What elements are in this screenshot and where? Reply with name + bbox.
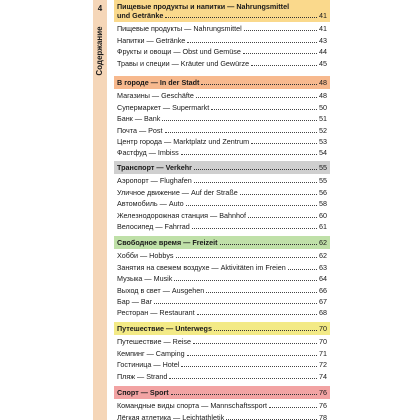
leader-dots <box>169 378 317 379</box>
entry-page: 61 <box>319 221 327 231</box>
toc-entry[interactable] <box>114 399 330 410</box>
entry-page: 50 <box>319 102 327 112</box>
toc-entry[interactable] <box>114 249 330 260</box>
side-tab <box>93 0 107 420</box>
leader-dots <box>269 407 317 408</box>
entry-title: Командные виды спорта — Mannschaftssport <box>117 401 268 411</box>
toc-entry[interactable] <box>114 260 330 271</box>
entry-title: Занятия на свежем воздухе — Aktivitäten im Freien <box>117 262 286 272</box>
entry-title: Центр города — Marktplatz und Zentrum <box>117 136 250 146</box>
entry-page: 71 <box>319 348 327 358</box>
entry-page: 76 <box>319 401 327 411</box>
entry-page: 72 <box>319 360 327 370</box>
section-header[interactable] <box>114 322 330 335</box>
toc-entry[interactable] <box>114 56 330 67</box>
section-header[interactable] <box>114 386 330 399</box>
section-city <box>114 76 330 157</box>
toc-entry[interactable] <box>114 295 330 306</box>
entry-page: 41 <box>319 24 327 34</box>
toc-entry[interactable] <box>114 45 330 56</box>
entry-page: 44 <box>319 47 327 57</box>
toc-entry[interactable] <box>114 185 330 196</box>
toc-entry[interactable] <box>114 123 330 134</box>
entry-page: 67 <box>319 296 327 306</box>
toc-entry[interactable] <box>114 135 330 146</box>
section-header[interactable] <box>114 161 330 174</box>
leader-dots <box>197 314 317 315</box>
leader-dots <box>193 343 317 344</box>
entry-page: 62 <box>319 251 327 261</box>
section-page: 76 <box>319 388 327 397</box>
section-page: 48 <box>319 78 327 87</box>
leader-dots <box>244 30 317 31</box>
section-page: 70 <box>319 324 327 333</box>
leader-dots <box>174 280 317 281</box>
section-title: Путешествие — Unterwegs <box>117 324 212 333</box>
toc-entry[interactable] <box>114 208 330 219</box>
entry-title: Напитки — Getränke <box>117 35 186 45</box>
toc-entry[interactable] <box>114 89 330 100</box>
entry-page: 58 <box>319 199 327 209</box>
entry-page: 48 <box>319 91 327 101</box>
entry-page: 74 <box>319 371 327 381</box>
leader-dots <box>181 366 317 367</box>
leader-dots <box>187 42 317 43</box>
toc-entry[interactable] <box>114 22 330 33</box>
toc-entry[interactable] <box>114 174 330 185</box>
leader-dots <box>251 65 317 66</box>
entry-page: 52 <box>319 125 327 135</box>
entry-title: Почта — Post <box>117 125 163 135</box>
toc-entry[interactable] <box>114 220 330 231</box>
leader-dots <box>154 303 317 304</box>
entry-page: 55 <box>319 176 327 186</box>
entry-title: Бар — Bar <box>117 296 153 306</box>
entry-page: 63 <box>319 262 327 272</box>
entry-page: 43 <box>319 35 327 45</box>
leader-dots <box>288 269 317 270</box>
toc-entry[interactable] <box>114 410 330 420</box>
section-page: 41 <box>319 11 327 20</box>
section-header[interactable] <box>114 0 330 22</box>
section-transport <box>114 161 330 231</box>
side-tab-label: Содержание <box>95 26 104 76</box>
toc-entry[interactable] <box>114 33 330 44</box>
leader-dots <box>162 120 317 121</box>
entry-title: Пляж — Strand <box>117 371 168 381</box>
entry-title: Фрукты и овощи — Obst und Gemüse <box>117 47 241 57</box>
entry-title: Фастфуд — Imbiss <box>117 148 179 158</box>
leader-dots <box>248 217 317 218</box>
entry-page: 66 <box>319 285 327 295</box>
entry-page: 78 <box>319 412 327 420</box>
leader-dots <box>206 292 317 293</box>
section-title: Свободное время — Freizeit <box>117 238 218 247</box>
leader-dots <box>186 205 317 206</box>
leader-dots <box>243 53 317 54</box>
leader-dots <box>194 169 317 170</box>
leader-dots <box>214 330 317 331</box>
section-title: В городе — In der Stadt <box>117 78 200 87</box>
leader-dots <box>196 97 317 98</box>
section-title-line-2: und Getränke <box>117 11 164 20</box>
entry-title: Железнодорожная станция — Bahnhof <box>117 210 246 220</box>
toc-entry[interactable] <box>114 272 330 283</box>
entry-page: 56 <box>319 187 327 197</box>
entry-page: 60 <box>319 210 327 220</box>
entry-title: Лёгкая атлетика — Leichtathletik <box>117 412 225 420</box>
toc-entry[interactable] <box>114 358 330 369</box>
toc-entry[interactable] <box>114 100 330 111</box>
toc-entry[interactable] <box>114 283 330 294</box>
page-number: 4 <box>97 4 103 13</box>
leader-dots <box>187 355 317 356</box>
leader-dots <box>176 257 317 258</box>
entry-title: Автомобиль — Auto <box>117 199 184 209</box>
entry-title: Выход в свет — Ausgehen <box>117 285 205 295</box>
section-header[interactable] <box>114 76 330 89</box>
entry-title: Супермаркет — Supermarkt <box>117 102 210 112</box>
entry-page: 45 <box>319 58 327 68</box>
entry-title: Ресторан — Restaurant <box>117 308 195 318</box>
toc-entry[interactable] <box>114 197 330 208</box>
section-page: 55 <box>319 163 327 172</box>
entry-title: Пищевые продукты — Nahrungsmittel <box>117 24 242 34</box>
entry-page: 68 <box>319 308 327 318</box>
section-sport <box>114 386 330 420</box>
entry-page: 51 <box>319 114 327 124</box>
entry-title: Аэропорт — Flughafen <box>117 176 192 186</box>
leader-dots <box>165 17 317 18</box>
entry-page: 54 <box>319 148 327 158</box>
toc-entry[interactable] <box>114 346 330 357</box>
entry-title: Уличное движение — Auf der Straße <box>117 187 238 197</box>
entry-page: 64 <box>319 274 327 284</box>
entry-title: Кемпинг — Camping <box>117 348 185 358</box>
section-title-line-1: Пищевые продукты и напитки — Nahrungsmittel <box>117 2 290 11</box>
entry-title: Гостиница — Hotel <box>117 360 180 370</box>
leader-dots <box>165 132 317 133</box>
toc-entry[interactable] <box>114 306 330 317</box>
entry-title: Травы и специи — Kräuter und Gewürze <box>117 58 250 68</box>
toc-entry[interactable] <box>114 369 330 380</box>
section-page: 62 <box>319 238 327 247</box>
leader-dots <box>192 228 317 229</box>
leader-dots <box>220 244 318 245</box>
section-title: Транспорт — Verkehr <box>117 163 192 172</box>
leader-dots <box>211 109 317 110</box>
toc-entry[interactable] <box>114 335 330 346</box>
entry-page: 70 <box>319 337 327 347</box>
entry-title: Велосипед — Fahrrad <box>117 221 190 231</box>
toc-entry[interactable] <box>114 112 330 123</box>
toc-entry[interactable] <box>114 146 330 157</box>
entry-title: Хобби — Hobbys <box>117 251 174 261</box>
section-leisure <box>114 236 330 317</box>
section-title: Спорт — Sport <box>117 388 169 397</box>
leader-dots <box>240 194 317 195</box>
leader-dots <box>194 182 317 183</box>
section-header[interactable] <box>114 236 330 249</box>
entry-title: Магазины — Geschäfte <box>117 91 194 101</box>
leader-dots <box>181 154 317 155</box>
leader-dots <box>201 84 317 85</box>
section-food <box>114 0 330 68</box>
entry-page: 53 <box>319 136 327 146</box>
entry-title: Банк — Bank <box>117 114 161 124</box>
entry-title: Музыка — Musik <box>117 274 173 284</box>
leader-dots <box>251 143 317 144</box>
leader-dots <box>171 394 317 395</box>
entry-title: Путешествие — Reise <box>117 337 192 347</box>
section-travel <box>114 322 330 381</box>
